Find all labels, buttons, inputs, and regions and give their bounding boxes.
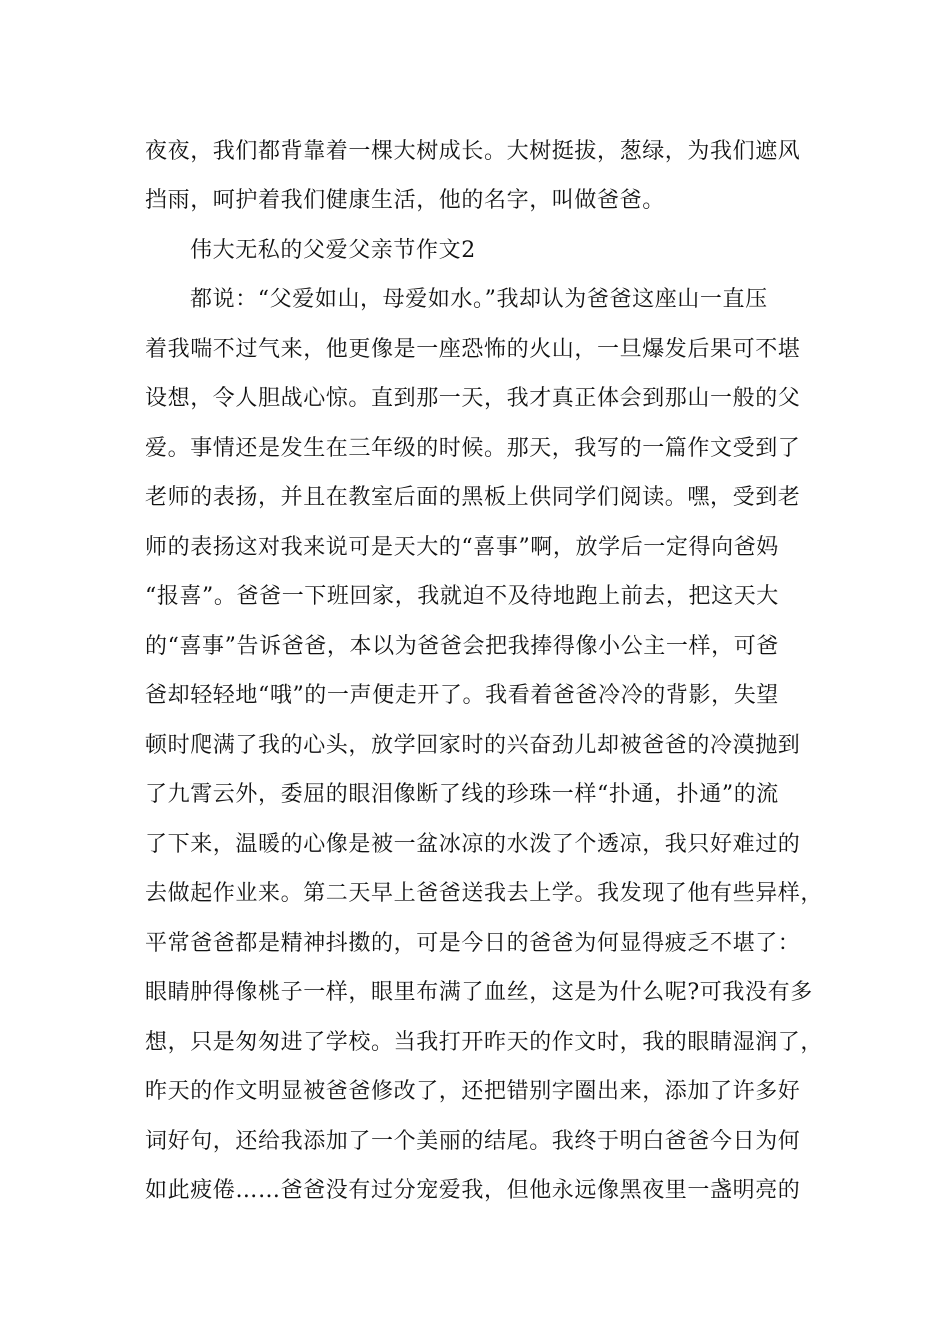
paragraph-line-22: 如此疲倦……爸爸没有过分宠爱我，但他永远像黑夜里一盏明亮的 bbox=[145, 1178, 801, 1203]
paragraph-line-14: 了九霄云外，委屈的眼泪像断了线的珍珠一样“扑通，扑通”的流 bbox=[145, 782, 779, 807]
paragraph-line-6: 设想，令人胆战心惊。直到那一天，我才真正体会到那山一般的父 bbox=[145, 386, 801, 411]
paragraph-line-15: 了下来，温暖的心像是被一盆冰凉的水泼了个透凉，我只好难过的 bbox=[145, 832, 801, 857]
paragraph-line-19: 想，只是匆匆进了学校。当我打开昨天的作文时，我的眼睛湿润了， bbox=[145, 1030, 824, 1055]
paragraph-line-1: 夜夜，我们都背靠着一棵大树成长。大树挺拔，葱绿，为我们遮风 bbox=[145, 139, 801, 164]
paragraph-line-18: 眼睛肿得像桃子一样，眼里布满了血丝，这是为什么呢?可我没有多 bbox=[145, 980, 813, 1005]
paragraph-line-8: 老师的表扬，并且在教室后面的黑板上供同学们阅读。嘿，受到老 bbox=[145, 485, 801, 510]
paragraph-line-20: 昨天的作文明显被爸爸修改了，还把错别字圈出来，添加了许多好 bbox=[145, 1079, 801, 1104]
paragraph-line-17: 平常爸爸都是精神抖擞的，可是今日的爸爸为何显得疲乏不堪了： bbox=[145, 931, 801, 956]
paragraph-line-2: 挡雨，呵护着我们健康生活，他的名字，叫做爸爸。 bbox=[145, 188, 665, 213]
paragraph-line-7: 爱。事情还是发生在三年级的时候。那天，我写的一篇作文受到了 bbox=[145, 436, 801, 461]
paragraph-line-4: 都说：“父爱如山，母爱如水。”我却认为爸爸这座山一直压 bbox=[190, 287, 768, 312]
paragraph-line-5: 着我喘不过气来，他更像是一座恐怖的火山，一旦爆发后果可不堪 bbox=[145, 337, 801, 362]
paragraph-line-12: 爸却轻轻地“哦”的一声便走开了。我看着爸爸冷冷的背影，失望 bbox=[145, 683, 779, 708]
paragraph-line-10: “报喜”。爸爸一下班回家，我就迫不及待地跑上前去，把这天大 bbox=[145, 584, 779, 609]
paragraph-line-21: 词好句，还给我添加了一个美丽的结尾。我终于明白爸爸今日为何 bbox=[145, 1129, 801, 1154]
paragraph-line-9: 师的表扬这对我来说可是天大的“喜事”啊，放学后一定得向爸妈 bbox=[145, 535, 779, 560]
paragraph-line-11: 的“喜事”告诉爸爸，本以为爸爸会把我捧得像小公主一样，可爸 bbox=[145, 634, 779, 659]
section-title: 伟大无私的父爱父亲节作文2 bbox=[190, 238, 476, 263]
paragraph-line-16: 去做起作业来。第二天早上爸爸送我去上学。我发现了他有些异样， bbox=[145, 881, 824, 906]
paragraph-line-13: 顿时爬满了我的心头，放学回家时的兴奋劲儿却被爸爸的冷漠抛到 bbox=[145, 733, 801, 758]
